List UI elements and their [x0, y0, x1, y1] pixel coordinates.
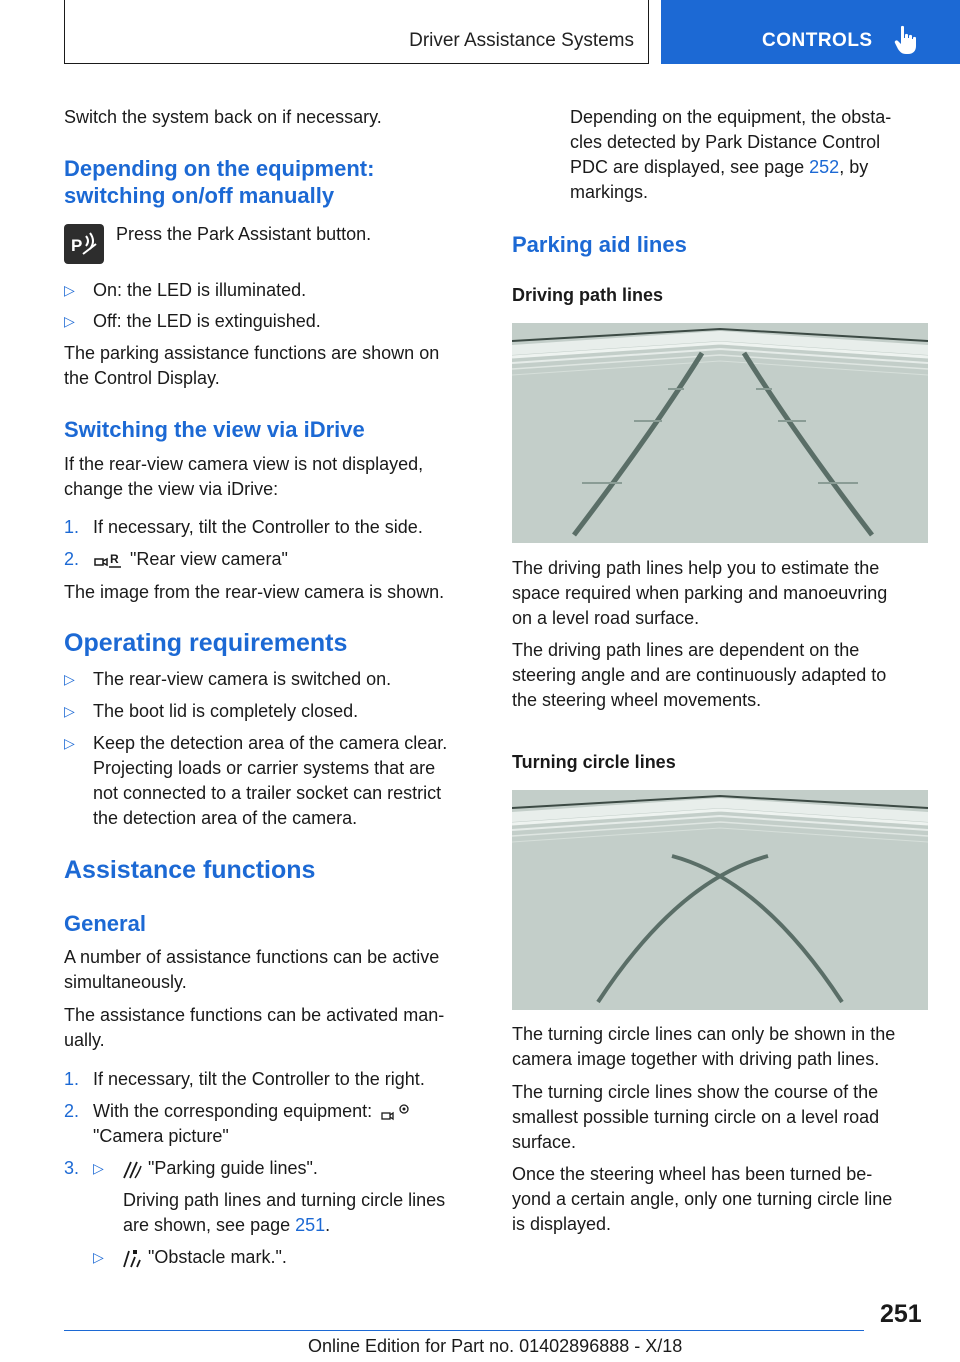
triangle-bullet-icon: ▷	[64, 703, 75, 719]
intro-text: Switch the system back on if necessary.	[64, 107, 382, 127]
list-item: ▷ The rear-view camera is switched on.	[64, 667, 470, 692]
paragraph-line: markings.	[570, 182, 649, 202]
triangle-bullet-icon: ▷	[93, 1249, 104, 1265]
driving-path-lines-image	[512, 323, 928, 543]
list-item: 1. If necessary, tilt the Controller to the side.	[64, 517, 423, 537]
triangle-bullet-icon: ▷	[93, 1160, 104, 1176]
paragraph-line: The turning circle lines show the course of the	[512, 1082, 879, 1102]
paragraph-line: The driving path lines are dependent on the	[512, 640, 860, 660]
page-link-252[interactable]: 252	[809, 157, 840, 177]
paragraph-line: camera image together with driving path lines.	[512, 1049, 880, 1069]
paragraph-line: smallest possible turning circle on a level road	[512, 1107, 880, 1127]
paragraph-line: space required when parking and manoeuvring	[512, 583, 888, 603]
heading-manual-line1: Depending on the equipment:	[64, 156, 375, 181]
park-assistant-button-icon	[64, 224, 104, 264]
header-chapter-box	[64, 0, 649, 64]
page-link-251[interactable]: 251	[295, 1215, 326, 1235]
svg-text:P: P	[71, 236, 83, 255]
paragraph-line: The turning circle lines can only be shown in the	[512, 1024, 896, 1044]
triangle-bullet-icon: ▷	[64, 313, 75, 329]
section-label: CONTROLS	[762, 30, 873, 51]
heading-manual-line2: switching on/off manually	[64, 183, 335, 208]
list-item: 3. ▷ "Parking guide lines". Driving path lines and turning circle lines are shown, see page 251.	[64, 1158, 446, 1235]
paragraph-line: surface.	[512, 1132, 577, 1152]
heading-general: General	[64, 911, 146, 936]
svg-text:R: R	[110, 552, 119, 567]
list-item: ▷ Off: the LED is extinguished.	[64, 309, 470, 334]
paragraph-line: the steering wheel movements.	[512, 690, 762, 710]
obstacle-mark-icon	[121, 1247, 143, 1269]
paragraph-line: Depending on the equipment, the obsta-	[570, 107, 892, 127]
paragraph-line: is displayed.	[512, 1214, 612, 1234]
paragraph-line: cles detected by Park Distance Control	[570, 132, 881, 152]
turning-circle-lines-image	[512, 790, 928, 1010]
paragraph-line: ually.	[64, 1030, 105, 1050]
paragraph-line: on a level road surface.	[512, 608, 700, 628]
paragraph-line: Once the steering wheel has been turned be-	[512, 1164, 873, 1184]
header-section-tab[interactable]	[661, 0, 960, 64]
paragraph-line: The parking assistance functions are shown on	[64, 343, 440, 363]
paragraph-line: The driving path lines help you to estimate the	[512, 558, 880, 578]
heading-switch-view: Switching the view via iDrive	[64, 417, 365, 442]
paragraph-line: PDC are displayed, see page 252, by	[570, 157, 869, 177]
chapter-title: Driver Assistance Systems	[409, 30, 634, 51]
triangle-bullet-icon: ▷	[64, 671, 75, 687]
paragraph-line: simultaneously.	[64, 972, 187, 992]
hand-pointer-icon	[894, 25, 920, 55]
triangle-bullet-icon: ▷	[64, 735, 75, 751]
rear-view-camera-icon	[93, 550, 125, 570]
heading-parking-aid-lines: Parking aid lines	[512, 232, 687, 257]
heading-assistance-functions: Assistance functions	[64, 856, 316, 884]
paragraph-line: change the view via iDrive:	[64, 479, 279, 499]
press-button-text: Press the Park Assistant button.	[116, 224, 372, 244]
page-number: 251	[880, 1300, 922, 1328]
paragraph-line: the Control Display.	[64, 368, 220, 388]
paragraph-line: A number of assistance functions can be active	[64, 947, 440, 967]
list-item: 2. With the corresponding equipment: "Camera picture"	[64, 1099, 470, 1149]
list-item: 1. If necessary, tilt the Controller to the right.	[64, 1069, 425, 1089]
paragraph-line: yond a certain angle, only one turning circle line	[512, 1189, 893, 1209]
list-item: 2. R "Rear view camera"	[64, 549, 288, 569]
paragraph-line: steering angle and are continuously adapted to	[512, 665, 887, 685]
heading-operating-requirements: Operating requirements	[64, 629, 348, 657]
heading-driving-path-lines: Driving path lines	[512, 285, 664, 305]
heading-turning-circle-lines: Turning circle lines	[512, 752, 676, 772]
parking-guide-lines-icon	[121, 1158, 143, 1180]
list-item: ▷ On: the LED is illuminated.	[64, 278, 470, 303]
list-item: ▷ The boot lid is completely closed.	[64, 699, 470, 724]
triangle-bullet-icon: ▷	[64, 282, 75, 298]
paragraph-line: The image from the rear-view camera is shown.	[64, 582, 445, 602]
list-item: ▷ Keep the detection area of the camera clear. Projecting loads or carrier systems that are not connected to a trailer socket can restrict the detection area of the camera.	[64, 733, 448, 828]
paragraph-line: The assistance functions can be activated man-	[64, 1005, 445, 1025]
footer-divider	[64, 1330, 864, 1331]
camera-settings-icon	[377, 1101, 413, 1123]
edition-text: Online Edition for Part no. 01402896888 - X/18	[308, 1336, 683, 1356]
list-item: ▷ "Obstacle mark.".	[93, 1245, 470, 1270]
paragraph-line: If the rear-view camera view is not displayed,	[64, 454, 424, 474]
